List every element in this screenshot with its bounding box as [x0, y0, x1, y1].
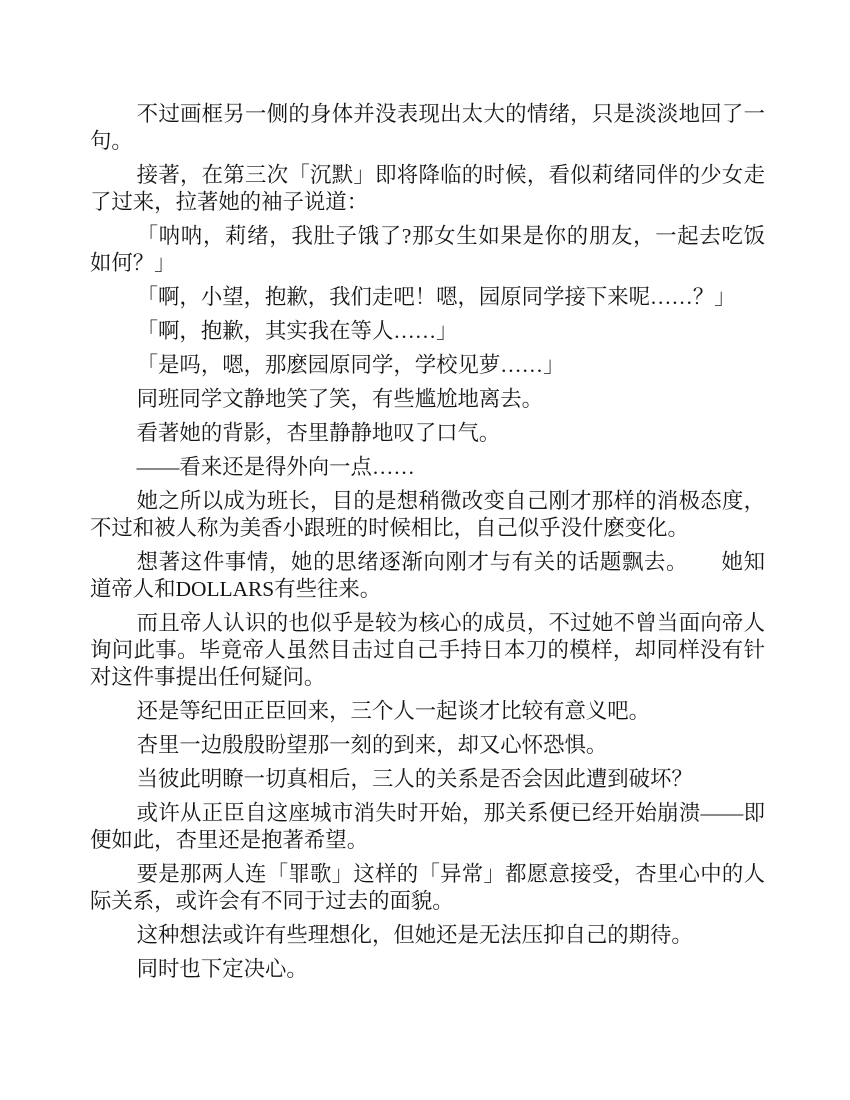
- paragraph: 同时也下定决心。: [136, 957, 308, 981]
- paragraph: 要是那两人连「罪歌」这样的「异常」都愿意接受，杏里心中的人际关系，或许会有不同于过去的面貌。: [90, 862, 765, 913]
- paragraph: 还是等纪田正臣回来，三个人一起谈才比较有意义吧。: [136, 699, 651, 723]
- paragraph: 杏里一边殷殷盼望那一刻的到来，却又心怀恐惧。: [136, 733, 608, 757]
- paragraph: 她之所以成为班长，目的是想稍微改变自己刚才那样的消极态度，不过和被人称为美香小跟班的时候相比，自己似乎没什麽变化。: [90, 489, 765, 540]
- paragraph: 「啊，小望，抱歉，我们走吧！嗯，园原同学接下来呢……？」: [136, 285, 736, 309]
- paragraph: 当彼此明瞭一切真相后，三人的关系是否会因此遭到破坏？: [136, 767, 693, 791]
- paragraph: 同班同学文静地笑了笑，有些尴尬地离去。: [136, 387, 544, 411]
- paragraph: 「呐呐，莉绪，我肚子饿了?那女生如果是你的朋友，一起去吃饭如何？」: [90, 224, 765, 275]
- paragraph: 「是吗，嗯，那麽园原同学，学校见萝……」: [136, 353, 565, 377]
- paragraph: ——看来还是得外向一点……: [136, 455, 415, 479]
- paragraph: 这种想法或许有些理想化，但她还是无法压抑自己的期待。: [136, 923, 693, 947]
- paragraph: 看著她的背影，杏里静静地叹了口气。: [136, 421, 501, 445]
- paragraph: 或许从正臣自这座城市消失时开始，那关系便已经开始崩溃——即便如此，杏里还是抱著希望。: [90, 801, 765, 852]
- paragraph: 接著，在第三次「沉默」即将降临的时候，看似莉绪同伴的少女走了过来，拉著她的袖子说道：: [90, 163, 765, 214]
- paragraph: 而且帝人认识的也似乎是较为核心的成员，不过她不曾当面向帝人询问此事。毕竟帝人虽然目击过自己手持日本刀的模样，却同样没有针对这件事提出任何疑问。: [90, 611, 765, 689]
- paragraph: 不过画框另一侧的身体并没表现出太大的情绪，只是淡淡地回了一句。: [90, 102, 765, 153]
- paragraph: 想著这件事情，她的思绪逐渐向刚才与有关的话题飘去。 她知道帝人和DOLLARS有些往来。: [90, 550, 765, 601]
- paragraph: 「啊，抱歉，其实我在等人……」: [136, 319, 458, 343]
- text-body: [90, 101, 765, 983]
